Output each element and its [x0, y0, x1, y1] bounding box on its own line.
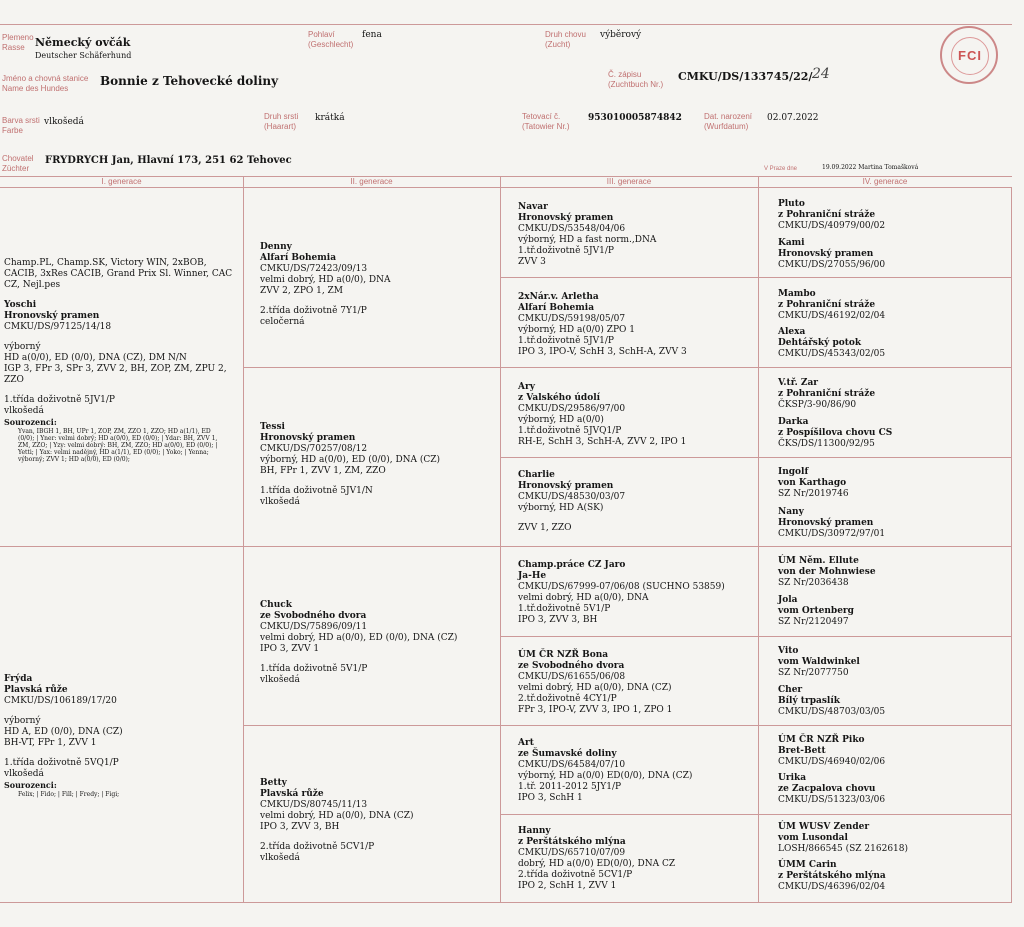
gen3-exams: IPO 2, SchH 1, ZVV 1 [518, 881, 617, 891]
gen2-class: 2.třída doživotně 5CV1/P [260, 842, 375, 852]
gen3-kennel: ze Svobodného dvora [518, 661, 625, 671]
sire-reg: CMKU/DS/97125/14/18 [4, 322, 112, 332]
gen3-exams: IPO 3, ZVV 3, BH [518, 615, 598, 625]
gen3-class: 1.tř. 2011-2012 5JY1/P [518, 782, 622, 792]
gen4-reg: SZ Nr/2036438 [778, 578, 849, 588]
gen4-kennel: vom Waldwinkel [778, 657, 860, 667]
gen2-reg: CMKU/DS/70257/08/12 [260, 444, 368, 454]
gen3-exams: ZVV 1, ZZO [518, 523, 572, 533]
dam-siblings-label: Sourozenci: [4, 780, 57, 790]
sire-titles: Champ.PL, Champ.SK, Victory WIN, 2xBOB, CACIB, 3xRes CACIB, Grand Prix Sl. Winner, CAC CZ, Nejl.pes [4, 258, 233, 290]
gen2-color: vlkošedá [260, 853, 300, 863]
gen4-reg: CMKU/DS/40979/00/02 [778, 221, 886, 231]
fci-seal: FCI [940, 26, 998, 84]
gen4-kennel: Dehtářský potok [778, 338, 862, 348]
gen3-dog-5 [518, 560, 725, 626]
issued-label: V Praze dne [764, 166, 798, 172]
gen3-kennel: Alfarí Bohemia [518, 303, 595, 313]
grid-line [500, 176, 501, 902]
gen3-dog-7 [518, 738, 692, 804]
gen2-class: 1.třída doživotně 5JV1/N [260, 486, 373, 496]
color-value: vlkošedá [44, 117, 84, 127]
gen3-dog-3 [518, 382, 686, 448]
gen4-reg: LOSH/866545 (SZ 2162618) [778, 844, 909, 854]
gen3-kennel: ze Šumavské doliny [518, 749, 617, 759]
gen3-reg: CMKU/DS/59198/05/07 [518, 314, 626, 324]
gen4-name: Nany [778, 507, 804, 517]
gen3-dog-2 [518, 292, 687, 358]
dam-health: HD A, ED (0/0), DNA (CZ) [4, 727, 123, 737]
dam-reg: CMKU/DS/106189/17/20 [4, 696, 117, 706]
dam-name: Frýda [4, 674, 33, 684]
gen4-reg: CMKU/DS/51323/03/06 [778, 795, 886, 805]
gen2-name: Chuck [260, 600, 292, 610]
gen2-name: Tessi [260, 422, 285, 432]
gen2-color: celočerná [260, 317, 305, 327]
gen2-kennel: Plavská růže [260, 789, 324, 799]
gen4-reg: ČKS/DS/11300/92/95 [778, 439, 875, 449]
gen4-name: Cher [778, 685, 803, 695]
gen4-dog-13 [778, 735, 885, 768]
gen3-reg: CMKU/DS/61655/06/08 [518, 672, 626, 682]
gen3-dog-4 [518, 470, 625, 534]
gen4-kennel: Bílý trpaslík [778, 696, 840, 706]
gen3-health: výborný, HD a fast norm.,DNA [518, 235, 657, 245]
dam-siblings: Felix; | Fido; | Fill; | Fredy; | Figi; [18, 791, 120, 798]
gen4-reg: SZ Nr/2120497 [778, 617, 849, 627]
gen3-class: 1.tř.doživotně 5JV1/P [518, 336, 614, 346]
gen3-dog-1 [518, 202, 656, 268]
gen4-dog-11 [778, 646, 860, 679]
gen4-name: V.tř. Zar [778, 378, 819, 388]
gen2-dog-1 [260, 242, 391, 328]
gen2-exams: ZVV 2, ZPO 1, ZM [260, 286, 344, 296]
gen2-reg: CMKU/DS/80745/11/13 [260, 800, 368, 810]
gen3-dog-6 [518, 650, 672, 716]
studbook-label: Č. zápisu (Zuchtbuch Nr.) [608, 70, 664, 89]
gen2-exams: IPO 3, ZVV 3, BH [260, 822, 340, 832]
gen2-dog-2 [260, 422, 440, 508]
gen2-name: Denny [260, 242, 292, 252]
gen4-reg: CMKU/DS/46396/02/04 [778, 882, 886, 892]
gen2-reg: CMKU/DS/72423/09/13 [260, 264, 368, 274]
gen3-exams: ZVV 3 [518, 257, 546, 267]
col-gen1: I. generace [101, 177, 142, 186]
col-gen2: II. generace [350, 177, 393, 186]
gen4-name: Kami [778, 238, 805, 248]
gen4-reg: ČKSP/3-90/86/90 [778, 400, 857, 410]
breed-cz: Německý ovčák [35, 36, 131, 49]
gen1-dam [4, 674, 240, 798]
gen3-reg: CMKU/DS/65710/07/09 [518, 848, 626, 858]
gen4-name: Urika [778, 773, 807, 783]
gen4-name: ÚM Něm. Ellute [778, 556, 859, 566]
gen4-kennel: Hronovský pramen [778, 249, 874, 259]
gen4-kennel: von Karthago [778, 478, 847, 488]
gen4-kennel: z Pohraniční stráže [778, 300, 876, 310]
gen4-name: Pluto [778, 199, 805, 209]
owner-label: Chovatel Züchter [2, 154, 34, 173]
issued-value: 19.09.2022 Martina Tomašková [822, 164, 919, 171]
gen3-class: 2.třída doživotně 5CV1/P [518, 870, 633, 880]
gen4-kennel: z Pohraniční stráže [778, 389, 876, 399]
dog-name: Bonnie z Tehovecké doliny [100, 74, 279, 88]
gen3-kennel: Ja-He [518, 571, 547, 581]
gen4-reg: SZ Nr/2077750 [778, 668, 849, 678]
gen2-color: vlkošedá [260, 675, 300, 685]
sire-color: vlkošedá [4, 406, 44, 416]
color-label: Barva srsti Farbe [2, 116, 40, 135]
gen4-dog-1 [778, 199, 885, 232]
gen4-kennel: z Pospíšilova chovu CS [778, 428, 893, 438]
grid-line [0, 902, 1012, 903]
gen3-health: dobrý, HD a(0/0) ED(0/0), DNA CZ [518, 859, 676, 869]
grid-line [1011, 187, 1012, 902]
gen3-reg: CMKU/DS/67999-07/06/08 (SUCHNO 53859) [518, 582, 725, 592]
gen3-exams: RH-E, SchH 3, SchH-A, ZVV 2, IPO 1 [518, 437, 687, 447]
gen3-kennel: Hronovský pramen [518, 481, 614, 491]
gen3-class: 1.tř.doživotně 5V1/P [518, 604, 611, 614]
gen2-dog-4 [260, 778, 414, 864]
gen3-health: výborný, HD a(0/0) [518, 415, 604, 425]
gen2-exams: BH, FPr 1, ZVV 1, ZM, ZZO [260, 466, 386, 476]
gen3-health: výborný, HD A(SK) [518, 503, 604, 513]
gen3-name: Champ.práce CZ Jaro [518, 560, 626, 570]
grid-line [500, 636, 1012, 637]
gen3-name: Charlie [518, 470, 555, 480]
gen2-kennel: Alfarí Bohemia [260, 253, 337, 263]
gen4-dog-16 [778, 860, 886, 893]
gen2-health: velmi dobrý, HD a(0/0), DNA (CZ) [260, 811, 414, 821]
gen4-name: Alexa [778, 327, 806, 337]
gen4-name: Darka [778, 417, 809, 427]
grid-line [0, 187, 1012, 188]
gen4-kennel: vom Ortenberg [778, 606, 854, 616]
gen4-dog-14 [778, 773, 885, 806]
grid-line [500, 277, 1012, 278]
gen4-name: Mambo [778, 289, 816, 299]
gen3-reg: CMKU/DS/53548/04/06 [518, 224, 626, 234]
gen4-dog-5 [778, 378, 875, 411]
gen4-dog-15 [778, 822, 908, 855]
gen2-health: velmi dobrý, HD a(0/0), DNA [260, 275, 391, 285]
gen3-kennel: z Valského údolí [518, 393, 601, 403]
gen4-name: ÚM WUSV Zender [778, 822, 870, 832]
gen3-exams: IPO 3, IPO-V, SchH 3, SchH-A, ZVV 3 [518, 347, 687, 357]
studbook-suffix: 24 [812, 66, 830, 82]
gen4-reg: CMKU/DS/27055/96/00 [778, 260, 886, 270]
dam-exams: BH-VT, FPr 1, ZVV 1 [4, 738, 97, 748]
gen2-exams: IPO 3, ZVV 1 [260, 644, 320, 654]
gen4-kennel: vom Lusondal [778, 833, 848, 843]
gen4-kennel: z Pohraniční stráže [778, 210, 876, 220]
gen4-kennel: Bret-Bett [778, 746, 826, 756]
sire-class: 1.třída doživotně 5JV1/P [4, 395, 115, 405]
gen2-name: Betty [260, 778, 287, 788]
gen4-kennel: ze Zacpalova chovu [778, 784, 876, 794]
dam-grade: výborný [4, 716, 41, 726]
birth-label: Dat. narození (Wurfdatum) [704, 112, 753, 131]
gen3-name: Hanny [518, 826, 551, 836]
dam-color: vlkošedá [4, 769, 44, 779]
gen2-kennel: ze Svobodného dvora [260, 611, 367, 621]
grid-line [243, 367, 1012, 368]
sex-value: fena [362, 30, 382, 40]
grid-line [0, 546, 1012, 547]
gen4-reg: CMKU/DS/45343/02/05 [778, 349, 886, 359]
grid-line [243, 725, 1012, 726]
gen2-health: výborný, HD a(0/0), ED (0/0), DNA (CZ) [260, 455, 441, 465]
gen3-name: 2xNár.v. Arletha [518, 292, 599, 302]
coat-label: Druh srsti (Haarart) [264, 112, 299, 131]
breeding-type-value: výběrový [600, 30, 642, 40]
gen4-dog-3 [778, 289, 885, 322]
owner-value: FRYDRYCH Jan, Hlavní 173, 251 62 Tehovec [45, 155, 292, 166]
gen3-kennel: z Perštátského mlýna [518, 837, 626, 847]
gen4-name: Vito [778, 646, 799, 656]
gen4-reg: CMKU/DS/46192/02/04 [778, 311, 886, 321]
gen4-name: ÚM ČR NZŘ Piko [778, 735, 865, 745]
gen2-class: 2.třída doživotně 7Y1/P [260, 306, 367, 316]
gen3-class: 1.tř.doživotně 5JVQ1/P [518, 426, 622, 436]
gen4-dog-10 [778, 595, 854, 628]
gen2-kennel: Hronovský pramen [260, 433, 356, 443]
gen4-dog-6 [778, 417, 892, 450]
gen3-name: Navar [518, 202, 548, 212]
gen4-reg: CMKU/DS/46940/02/06 [778, 757, 886, 767]
gen4-reg: CMKU/DS/30972/97/01 [778, 529, 886, 539]
breed-de: Deutscher Schäferhund [35, 51, 132, 60]
gen3-reg: CMKU/DS/64584/07/10 [518, 760, 626, 770]
gen3-reg: CMKU/DS/48530/03/07 [518, 492, 626, 502]
breeding-type-label: Druh chovu (Zucht) [545, 30, 586, 49]
gen4-reg: CMKU/DS/48703/03/05 [778, 707, 886, 717]
gen4-dog-12 [778, 685, 885, 718]
grid-line [500, 814, 1012, 815]
gen3-dog-8 [518, 826, 675, 892]
coat-value: krátká [315, 113, 345, 123]
gen4-kennel: Hronovský pramen [778, 518, 874, 528]
dam-kennel: Plavská růže [4, 685, 68, 695]
gen4-dog-4 [778, 327, 885, 360]
gen4-name: ÚMM Carin [778, 860, 837, 870]
sire-grade: výborný [4, 342, 41, 352]
gen3-kennel: Hronovský pramen [518, 213, 614, 223]
grid-line [758, 176, 759, 902]
grid-line [243, 176, 244, 902]
sire-exams: IGP 3, FPr 3, SPr 3, ZVV 2, BH, ZOP, ZM, ZPU 2, ZZO [4, 364, 227, 385]
dam-class: 1.třída doživotně 5VQ1/P [4, 758, 119, 768]
gen3-class: 2.tř.doživotně 4CY1/P [518, 694, 617, 704]
gen3-health: velmi dobrý, HD a(0/0), DNA [518, 593, 649, 603]
gen3-name: ÚM ČR NZŘ Bona [518, 650, 609, 660]
gen4-reg: SZ Nr/2019746 [778, 489, 849, 499]
birth-value: 02.07.2022 [767, 113, 819, 123]
gen3-health: velmi dobrý, HD a(0/0), DNA (CZ) [518, 683, 672, 693]
sire-siblings: Yvan, IBGH 1, BH, UPr 1, ZOP, ZM, ZZO 1, ZZO; HD a(1/1), ED (0/0); | Yner: velmi dobrý; HD a(0/0), ED (0/0); | Ydar: BH, ZVV 1, ZM, ZZO; | Yzy: velmi dobrý: BH, ZM, ZZO; HD a(0/0), ED (0/0); | Yetti; | Yax: velmi nadějný, HD a(1/1), ED (0/0); | Yoko; | Yenna; výborný; ZVV 1; HD a(0/0), ED (0/0); [18, 428, 218, 463]
tattoo-label: Tetovací č. (Tatowier Nr.) [522, 112, 570, 131]
gen2-dog-3 [260, 600, 457, 686]
col-gen4: IV. generace [862, 177, 908, 186]
gen3-health: výborný, HD a(0/0) ED(0/0), DNA (CZ) [518, 771, 693, 781]
gen3-exams: FPr 3, IPO-V, ZVV 3, IPO 1, ZPO 1 [518, 705, 673, 715]
gen3-class: 1.tř.doživotně 5JV1/P [518, 246, 614, 256]
gen4-name: Jola [778, 595, 798, 605]
sex-label: Pohlaví (Geschlecht) [308, 30, 354, 49]
gen2-color: vlkošedá [260, 497, 300, 507]
gen4-dog-8 [778, 507, 885, 540]
studbook-no: CMKU/DS/133745/22/ [678, 70, 813, 83]
gen3-name: Art [518, 738, 534, 748]
gen4-dog-9 [778, 556, 876, 589]
breed-label: Plemeno Rasse [2, 33, 34, 52]
gen4-dog-7 [778, 467, 849, 500]
gen2-health: velmi dobrý, HD a(0/0), ED (0/0), DNA (CZ) [260, 633, 458, 643]
gen3-exams: IPO 3, SchH 1 [518, 793, 583, 803]
tattoo-value: 953010005874842 [588, 113, 682, 123]
gen3-reg: CMKU/DS/29586/97/00 [518, 404, 626, 414]
gen2-class: 1.třída doživotně 5V1/P [260, 664, 368, 674]
gen3-name: Ary [518, 382, 535, 392]
gen4-dog-2 [778, 238, 885, 271]
gen3-health: výborný, HD a(0/0) ZPO 1 [518, 325, 635, 335]
sire-health: HD a(0/0), ED (0/0), DNA (CZ), DM N/N [4, 353, 187, 363]
col-gen3: III. generace [606, 177, 652, 186]
grid-line [500, 457, 1012, 458]
gen2-reg: CMKU/DS/75896/09/11 [260, 622, 368, 632]
gen4-kennel: von der Mohnwiese [778, 567, 876, 577]
sire-siblings-label: Sourozenci: [4, 417, 57, 427]
gen4-name: Ingolf [778, 467, 809, 477]
gen4-kennel: z Perštátského mlýna [778, 871, 886, 881]
sire-kennel: Hronovský pramen [4, 311, 100, 321]
dog-name-label: Jméno a chovná stanice Name des Hundes [2, 74, 89, 93]
sire-name: Yoschi [4, 300, 37, 310]
gen1-sire [4, 258, 240, 463]
top-border [0, 24, 1012, 25]
